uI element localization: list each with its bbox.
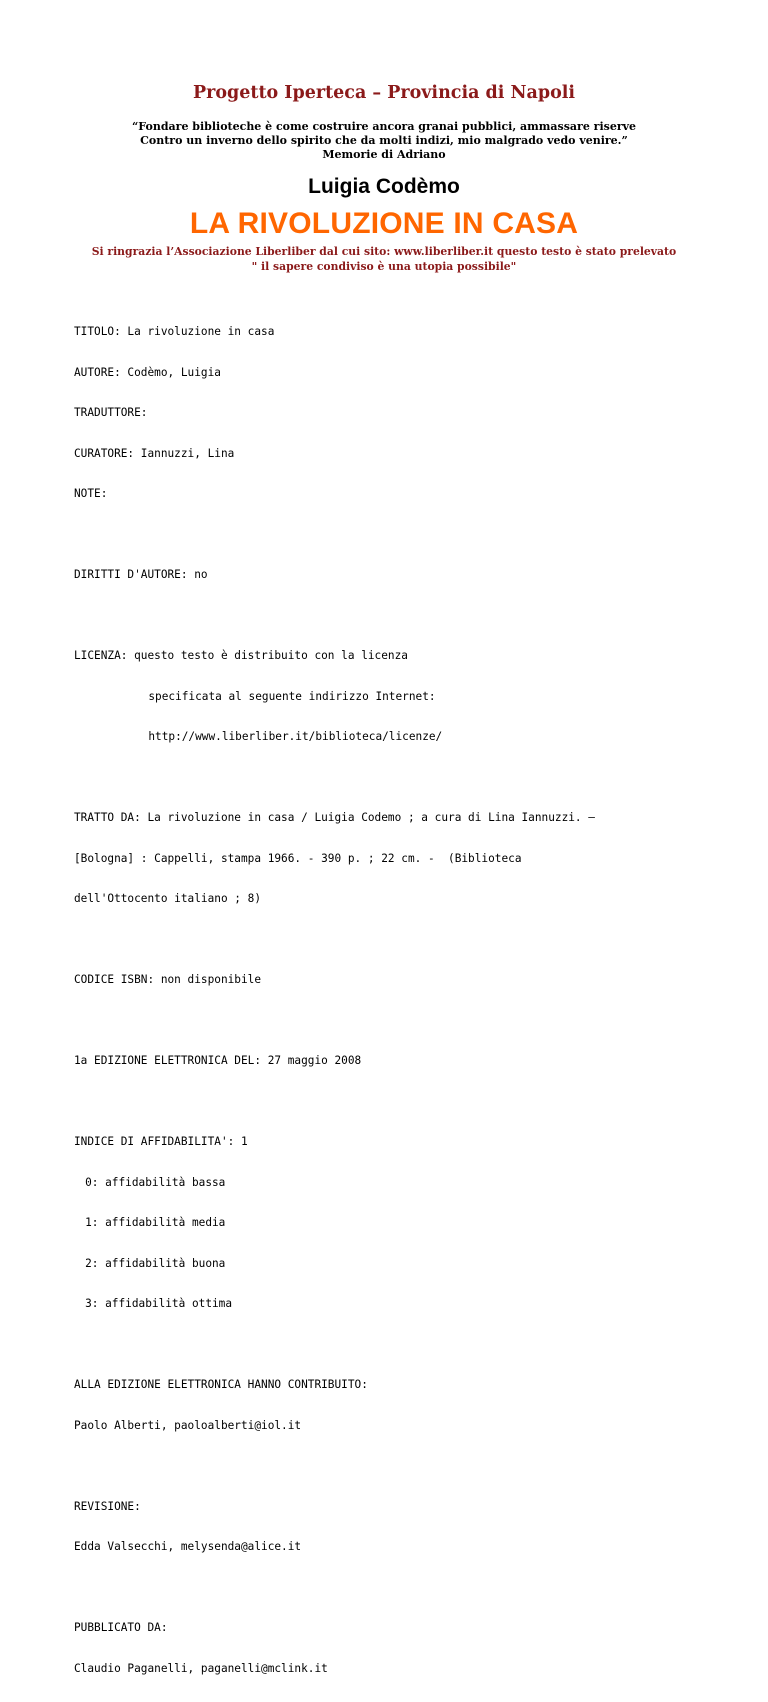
meta-reliability-level: 0: affidabilità bassa	[85, 1175, 226, 1189]
meta-contributor: Paolo Alberti, paoloalberti@iol.it	[74, 1418, 302, 1432]
spacer	[74, 609, 734, 623]
spacer	[74, 771, 734, 785]
meta-reliability-level: 3: affidabilità ottima	[85, 1297, 233, 1310]
meta-copyright: DIRITTI D'AUTORE: no	[74, 568, 208, 581]
epigraph	[0, 120, 768, 162]
spacer	[74, 528, 734, 542]
spacer	[74, 1581, 734, 1595]
project-title: Progetto Iperteca – Provincia di Napoli	[192, 83, 576, 103]
meta-license-cont: specificata al seguente indirizzo Internet:	[148, 689, 436, 703]
metadata-block	[74, 298, 734, 1702]
meta-edition: 1a EDIZIONE ELETTRONICA DEL: 27 maggio 2008	[74, 1054, 362, 1067]
meta-source-cont: dell'Ottocento italiano ; 8)	[74, 892, 262, 905]
meta-title: TITOLO: La rivoluzione in casa	[74, 325, 275, 338]
acknowledgement	[0, 244, 768, 274]
meta-source-cont: [Bologna] : Cappelli, stampa 1966. - 390 p. ; 22 cm. - (Biblioteca	[74, 851, 522, 865]
meta-publisher-name: Claudio Paganelli, paganelli@mclink.it	[74, 1661, 328, 1675]
spacer	[74, 1014, 734, 1028]
spacer	[74, 1338, 734, 1352]
meta-editor: CURATORE: Iannuzzi, Lina	[74, 446, 235, 460]
meta-reliability-level: 1: affidabilità media	[85, 1216, 226, 1229]
meta-reliability: INDICE DI AFFIDABILITA': 1	[74, 1135, 248, 1148]
author-name: Luigia Codèmo	[308, 175, 460, 198]
meta-license-url: http://www.liberliber.it/biblioteca/licenze/	[148, 730, 443, 743]
meta-license: LICENZA: questo testo è distribuito con la licenza	[74, 649, 408, 662]
meta-source: TRATTO DA: La rivoluzione in casa / Luigia Codemo ; a cura di Lina Iannuzzi. –	[74, 811, 595, 824]
meta-reviser: Edda Valsecchi, melysenda@alice.it	[74, 1540, 302, 1553]
spacer	[74, 1459, 734, 1473]
acknowledgement-line: Si ringrazia l’Associazione Liberliber dal cui sito: www.liberliber.it questo testo è stato prelevato	[91, 245, 677, 258]
meta-contributors: ALLA EDIZIONE ELETTRONICA HANNO CONTRIBUITO:	[74, 1378, 368, 1391]
meta-author: AUTORE: Codèmo, Luigia	[74, 365, 221, 379]
meta-isbn: CODICE ISBN: non disponibile	[74, 973, 262, 986]
meta-publisher: PUBBLICATO DA:	[74, 1621, 168, 1634]
meta-translator: TRADUTTORE:	[74, 406, 148, 419]
spacer	[74, 933, 734, 947]
spacer	[74, 1095, 734, 1109]
epigraph-line: “Fondare biblioteche è come costruire ancora granai pubblici, ammassare riserve	[131, 120, 637, 133]
epigraph-line: Contro un inverno dello spirito che da molti indizi, mio malgrado vedo venire.”	[140, 134, 628, 147]
book-title: LA RIVOLUZIONE IN CASA	[189, 207, 579, 240]
meta-reliability-level: 2: affidabilità buona	[85, 1256, 226, 1270]
acknowledgement-motto: " il sapere condiviso è una utopia possibile"	[251, 260, 517, 273]
meta-notes: NOTE:	[74, 487, 108, 500]
epigraph-attribution: Memorie di Adriano	[322, 148, 446, 161]
meta-revision: REVISIONE:	[74, 1499, 141, 1513]
